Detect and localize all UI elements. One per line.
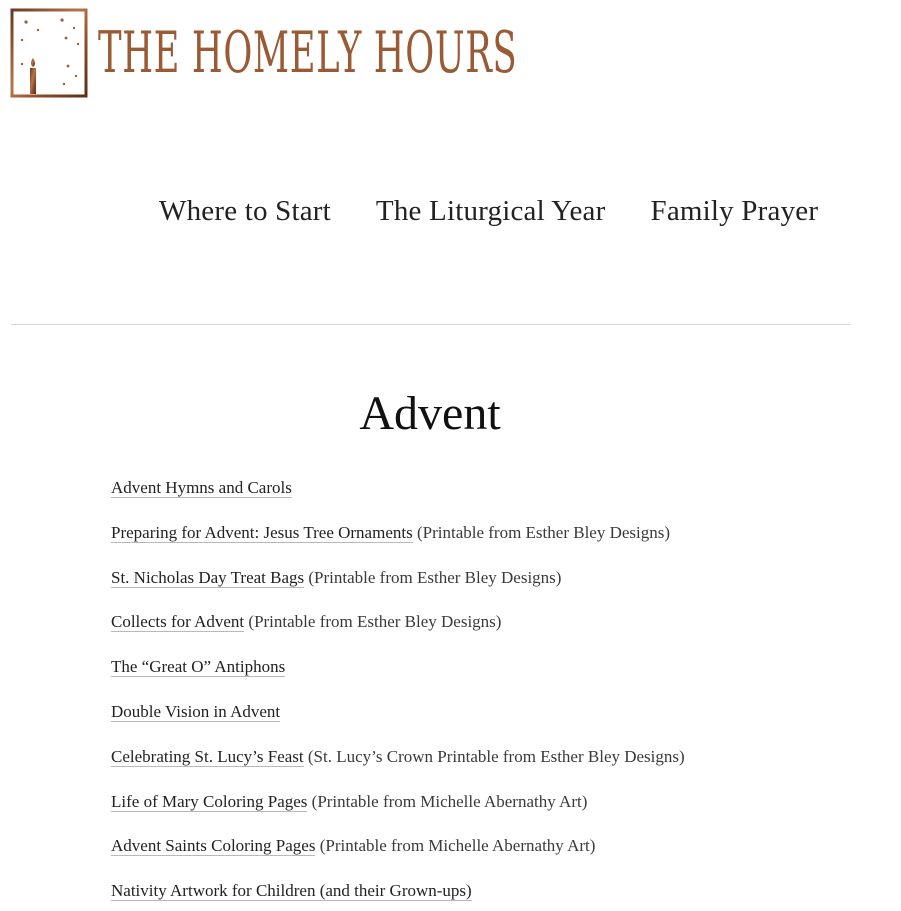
resource-link[interactable]: Advent Saints Coloring Pages [111, 836, 316, 856]
list-item [111, 789, 685, 834]
resource-link[interactable]: The “Great O” Antiphons [111, 657, 286, 677]
nav-item-liturgical-year[interactable]: The Liturgical Year [375, 195, 606, 227]
resource-link[interactable]: Nativity Artwork for Children (and their Grown-ups) [111, 881, 472, 901]
list-item [111, 699, 685, 744]
resource-note: (Printable from Esther Bley Designs) [412, 522, 671, 542]
list-item [111, 520, 685, 565]
resource-note: (Printable from Michelle Abernathy Art) [315, 836, 596, 856]
resource-link[interactable]: St. Nicholas Day Treat Bags [111, 567, 305, 587]
list-item [111, 744, 685, 789]
list-item [111, 654, 685, 699]
resource-note: (St. Lucy’s Crown Printable from Esther Bley Designs) [303, 746, 685, 766]
resource-link[interactable]: Celebrating St. Lucy’s Feast [111, 746, 304, 766]
main-navigation [159, 193, 818, 229]
resource-link[interactable]: Collects for Advent [111, 612, 245, 632]
header-divider [11, 324, 851, 325]
advent-resource-list [111, 475, 685, 911]
resource-note: (Printable from Michelle Abernathy Art) [307, 791, 588, 811]
resource-note: (Printable from Esther Bley Designs) [244, 612, 502, 632]
list-item [111, 609, 685, 654]
list-item [111, 475, 685, 520]
resource-link[interactable]: Life of Mary Coloring Pages [111, 791, 308, 811]
list-item [111, 833, 685, 878]
resource-link[interactable]: Double Vision in Advent [111, 701, 281, 721]
list-item [111, 565, 685, 610]
site-title: THE HOMELY HOURS [98, 20, 518, 86]
site-logo[interactable] [10, 8, 518, 100]
page-title: Advent [359, 387, 501, 440]
resource-link[interactable]: Advent Hymns and Carols [111, 478, 292, 497]
nav-item-where-to-start[interactable]: Where to Start [159, 195, 331, 227]
nav-item-family-prayer[interactable]: Family Prayer [650, 195, 819, 227]
list-item [111, 878, 685, 911]
resource-note: (Printable from Esther Bley Designs) [304, 567, 562, 587]
resource-link[interactable]: Preparing for Advent: Jesus Tree Ornaments [111, 522, 413, 542]
